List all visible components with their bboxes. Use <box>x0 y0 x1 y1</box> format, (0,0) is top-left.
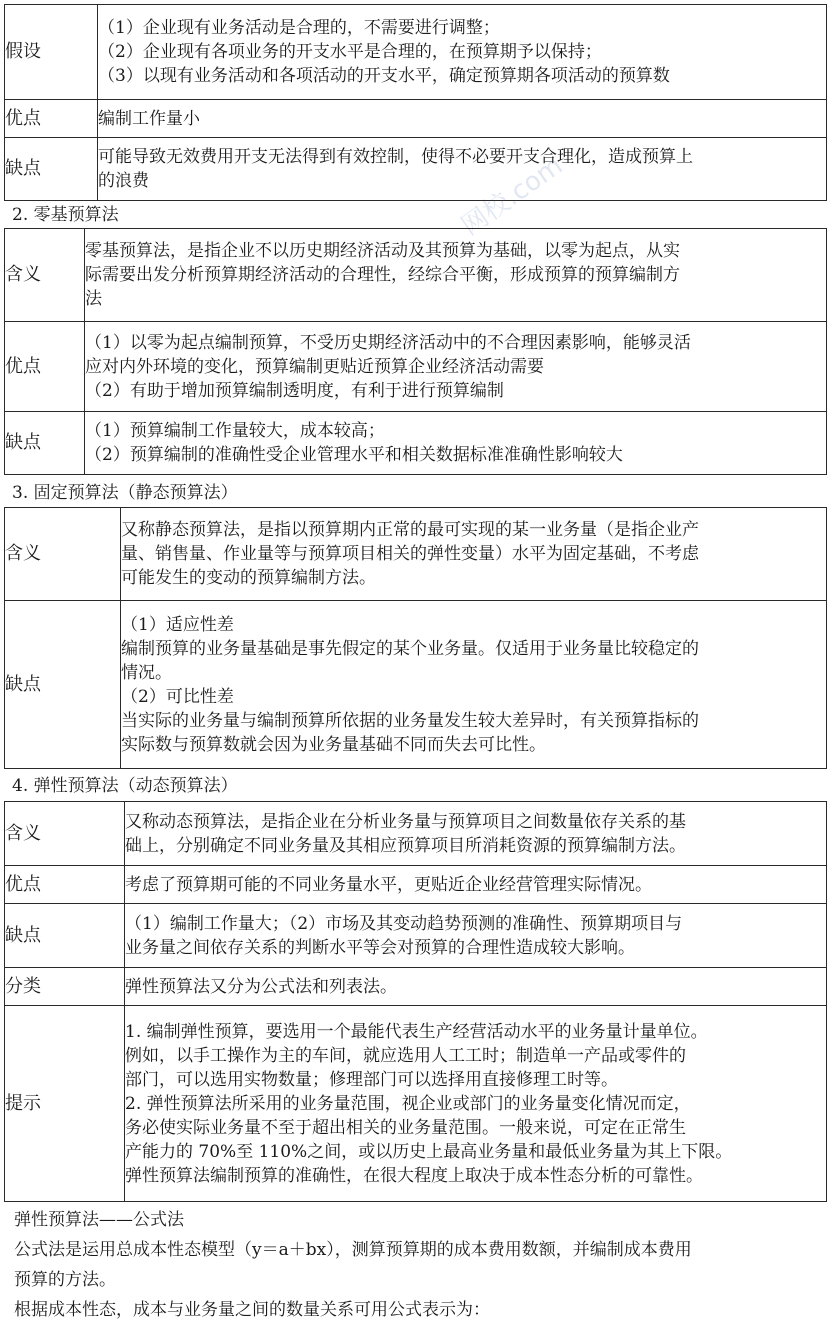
text-line: 弹性预算法编制预算的准确性，在很大程度上取决于成本性态分析的可靠性。 <box>125 1165 703 1186</box>
row-label: 缺点 <box>5 904 125 968</box>
text-line: 1. 编制弹性预算，要选用一个最能代表生产经营活动水平的业务量计量单位。 <box>125 1021 708 1042</box>
row-label: 含义 <box>5 802 125 866</box>
table-row <box>5 866 827 904</box>
text-line: 部门，可以选用实物数量；修理部门可以选择用直接修理工时等。 <box>125 1069 618 1090</box>
row-content <box>125 802 827 866</box>
row-content <box>125 904 827 968</box>
table-row <box>5 229 827 322</box>
row-label: 优点 <box>5 100 98 138</box>
text-line: （1）编制工作量大；（2）市场及其变动趋势预测的准确性、预算期项目与 <box>125 913 683 934</box>
table-row <box>5 100 827 138</box>
table-row <box>5 802 827 866</box>
text-line: 2. 弹性预算法所采用的业务量范围，视企业或部门的业务量变化情况而定， <box>125 1093 691 1114</box>
table-row <box>5 1006 827 1202</box>
text-line: 的浪费 <box>98 171 149 191</box>
text-line: 量、销售量、作业量等与预算项目相关的弹性变量）水平为固定基础，不考虑 <box>121 544 699 564</box>
paragraph-line: 预算的方法。 <box>14 1270 116 1290</box>
text-line: 务必使实际业务量不至于超出相关的业务量范围。一般来说，可定在正常生 <box>125 1117 686 1138</box>
row-label: 含义 <box>5 508 121 601</box>
subtitle: 弹性预算法——公式法 <box>14 1210 184 1230</box>
row-content <box>85 412 827 475</box>
text-line: 应对内外环境的变化，预算编制更贴近预算企业经济活动需要 <box>85 356 544 377</box>
text-line: 考虑了预算期可能的不同业务量水平，更贴近企业经营管理实际情况。 <box>125 874 652 895</box>
watermark: 网校.com <box>456 150 569 242</box>
row-content <box>125 1006 827 1202</box>
paragraph-line: 公式法是运用总成本性态模型（y＝a＋bx），测算预算期的成本费用数额，并编制成本费用 <box>14 1240 692 1260</box>
table-row <box>5 412 827 475</box>
text-line: （2）可比性差 <box>121 686 234 707</box>
row-content <box>125 968 827 1006</box>
text-line: 例如，以手工操作为主的车间，就应选用人工工时；制造单一产品或零件的 <box>125 1045 686 1066</box>
row-label: 缺点 <box>5 138 98 201</box>
text-line: 编制工作量小 <box>98 108 200 129</box>
table-row <box>5 5 827 100</box>
row-label: 优点 <box>5 322 85 412</box>
text-line: （1）预算编制工作量较大，成本较高； <box>85 421 385 441</box>
text-line: 弹性预算法又分为公式法和列表法。 <box>125 976 397 997</box>
row-content <box>85 322 827 412</box>
table-incremental-budget <box>4 4 827 201</box>
text-line: 编制预算的业务量基础是事先假定的某个业务量。仅适用于业务量比较稳定的 <box>121 638 699 659</box>
text-line: （3）以现有业务活动和各项活动的开支水平，确定预算期各项活动的预算数 <box>98 66 670 86</box>
text-line: （2）预算编制的准确性受企业管理水平和相关数据标准准确性影响较大 <box>85 445 623 465</box>
row-label: 分类 <box>5 968 125 1006</box>
row-content <box>98 100 827 138</box>
text-line: （1）企业现有业务活动是合理的，不需要进行调整； <box>98 18 500 38</box>
row-label: 缺点 <box>5 601 121 769</box>
row-content <box>121 508 827 601</box>
row-content <box>98 138 827 201</box>
row-label: 缺点 <box>5 412 85 475</box>
text-line: 情况。 <box>121 662 172 683</box>
text-line: 可能发生的变动的预算编制方法。 <box>121 568 376 588</box>
text-line: 产能力的 70%至 110%之间，或以历史上最高业务量和最低业务量为其上下限。 <box>125 1141 733 1162</box>
row-content <box>98 5 827 100</box>
text-line: 零基预算法，是指企业不以历史期经济活动及其预算为基础，以零为起点，从实 <box>85 241 680 261</box>
text-line: （2）企业现有各项业务的开支水平是合理的，在预算期予以保持； <box>98 42 602 62</box>
table-row <box>5 968 827 1006</box>
table-row <box>5 508 827 601</box>
section-heading: 2. 零基预算法 <box>12 205 119 225</box>
row-content <box>121 601 827 769</box>
row-label: 含义 <box>5 229 85 322</box>
text-line: （1）以零为起点编制预算，不受历史期经济活动中的不合理因素影响，能够灵活 <box>85 332 691 353</box>
text-line: 当实际的业务量与编制预算所依据的业务量发生较大差异时，有关预算指标的 <box>121 710 699 731</box>
table-fixed-budget <box>4 507 827 769</box>
row-label: 提示 <box>5 1006 125 1202</box>
table-flexible-budget <box>4 801 827 1202</box>
text-line: 际需要出发分析预算期经济活动的合理性，经综合平衡，形成预算的预算编制方 <box>85 265 680 285</box>
text-line: 可能导致无效费用开支无法得到有效控制，使得不必要开支合理化，造成预算上 <box>98 147 693 167</box>
text-line: （2）有助于增加预算编制透明度，有利于进行预算编制 <box>85 380 504 401</box>
paragraph-line: 根据成本性态，成本与业务量之间的数量关系可用公式表示为： <box>14 1300 490 1320</box>
text-line: 础上，分别确定不同业务量及其相应预算项目所消耗资源的预算编制方法。 <box>125 835 686 856</box>
text-line: 法 <box>85 289 102 309</box>
table-row <box>5 904 827 968</box>
table-row <box>5 138 827 201</box>
table-zero-based-budget <box>4 228 827 475</box>
row-content <box>125 866 827 904</box>
section-heading: 4. 弹性预算法（动态预算法） <box>12 776 238 796</box>
text-line: （1）适应性差 <box>121 614 234 635</box>
row-label: 假设 <box>5 5 98 100</box>
row-label: 优点 <box>5 866 125 904</box>
text-line: 又称静态预算法，是指以预算期内正常的最可实现的某一业务量（是指企业产 <box>121 520 699 540</box>
table-row <box>5 322 827 412</box>
text-line: 实际数与预算数就会因为业务量基础不同而失去可比性。 <box>121 734 546 755</box>
row-content <box>85 229 827 322</box>
text-line: 又称动态预算法，是指企业在分析业务量与预算项目之间数量依存关系的基 <box>125 811 686 832</box>
table-row <box>5 601 827 769</box>
section-heading: 3. 固定预算法（静态预算法） <box>12 483 238 503</box>
text-line: 业务量之间依存关系的判断水平等会对预算的合理性造成较大影响。 <box>125 937 635 958</box>
